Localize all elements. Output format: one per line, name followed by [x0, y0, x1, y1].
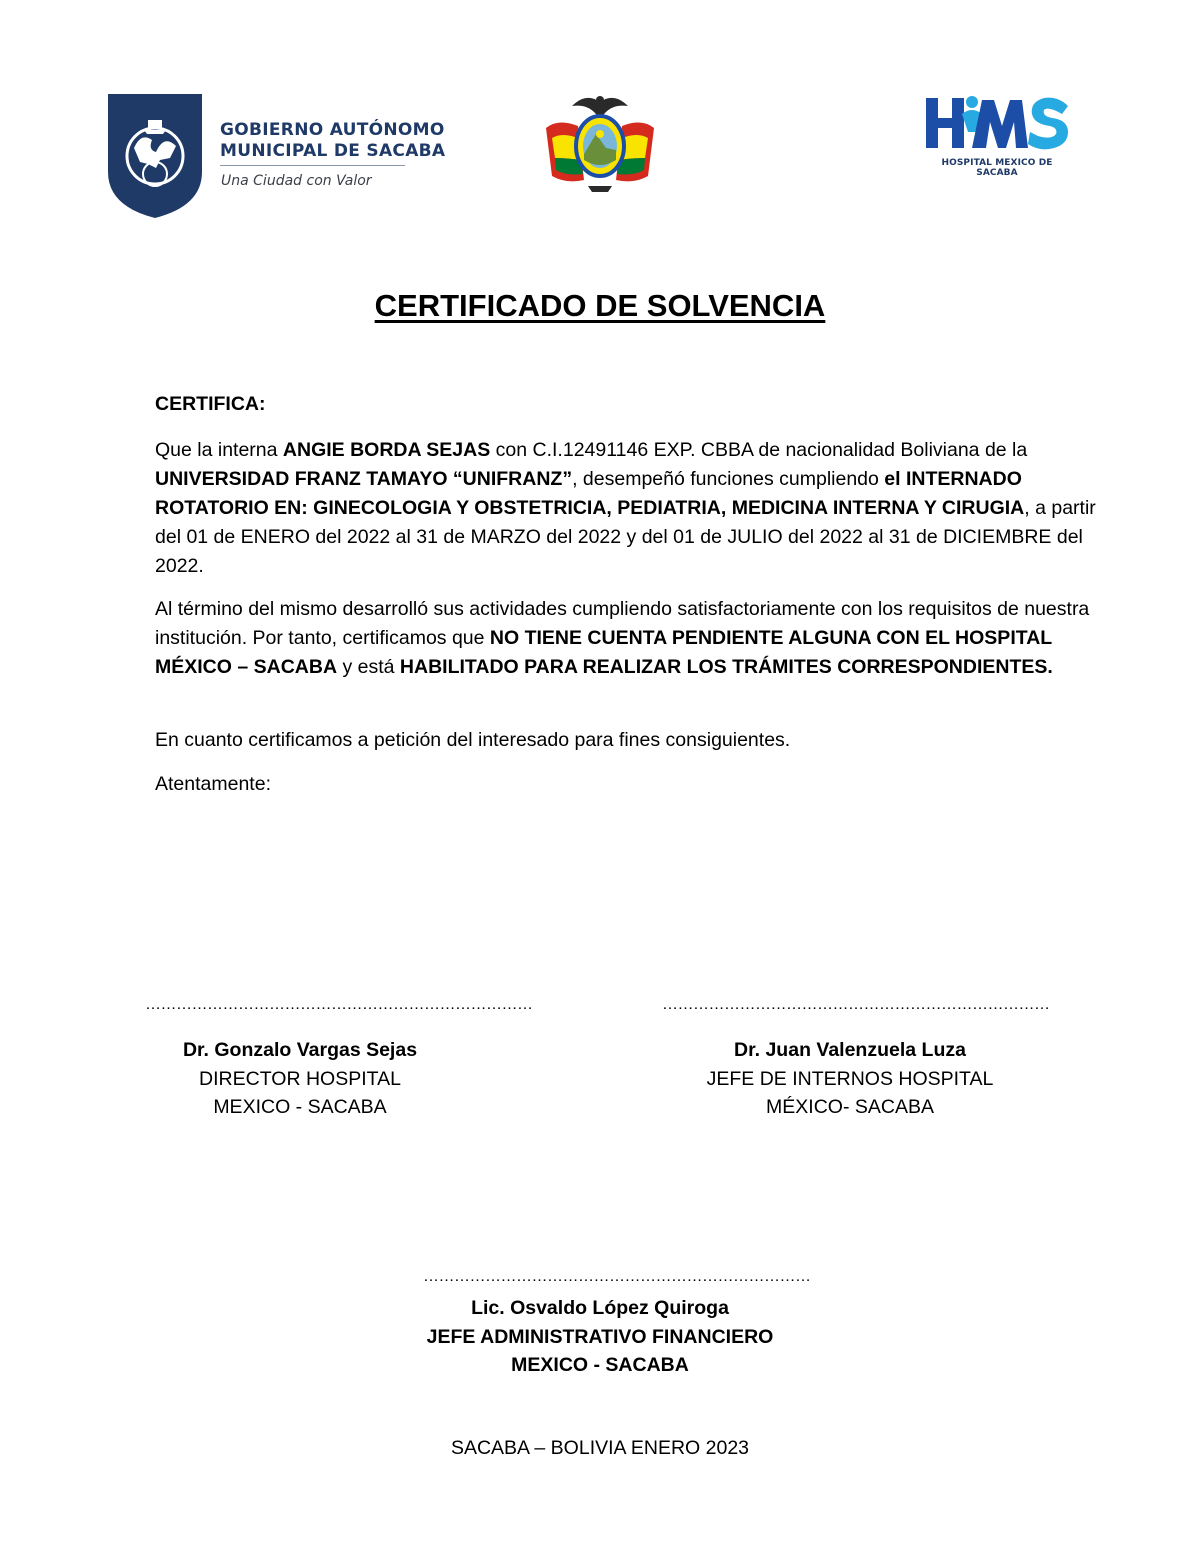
signatory-1-role: DIRECTOR HOSPITAL	[199, 1067, 401, 1090]
signatory-1-name: Dr. Gonzalo Vargas Sejas	[182, 1039, 418, 1061]
intern-name: ANGIE BORDA SEJAS	[282, 439, 491, 461]
signature-block-1	[140, 1036, 460, 1122]
place-date-footer: SACABA – BOLIVIA ENERO 2023	[450, 1437, 750, 1459]
paragraph-1	[155, 436, 1115, 581]
signatory-2-role: JEFE DE INTERNOS HOSPITAL	[706, 1067, 994, 1090]
hospital-mexico-sacaba-logo-icon	[922, 92, 1072, 152]
signature-line-2: …………………………………………………………………	[662, 996, 1050, 1013]
p2-text-1: Al término del mismo desarrolló sus actividades cumpliendo satisfactoriamente con los requisitos de nuestra institución. Por tanto, certificamos que	[155, 598, 1090, 649]
no-debt-statement: NO TIENE CUENTA PENDIENTE ALGUNA CON EL HOSPITAL MÉXICO – SACABA	[155, 627, 1052, 678]
municipal-logo-text	[220, 120, 445, 162]
municipal-shield-logo-icon	[108, 94, 202, 218]
p1-text-1: Que la interna	[155, 439, 283, 461]
p1-text-3: , desempeñó funciones cumpliendo	[572, 468, 885, 490]
signatory-2-location: MÉXICO- SACABA	[766, 1096, 934, 1118]
municipal-logo-line1: GOBIERNO AUTÓNOMO	[220, 120, 445, 140]
university-name: UNIVERSIDAD FRANZ TAMAYO “UNIFRANZ”	[155, 468, 573, 490]
certifica-label: CERTIFICA:	[155, 393, 266, 415]
p1-text-4: , a partir del 01 de ENERO del 2022 al 31 de MARZO del 2022 y del 01 de JULIO del 2022 al 31 de DICIEMBRE del 2022.	[155, 497, 1096, 577]
signature-block-2	[680, 1036, 1020, 1122]
signatory-2-name: Dr. Juan Valenzuela Luza	[734, 1039, 966, 1061]
paragraph-3: En cuanto certificamos a petición del interesado para fines consiguientes.	[155, 729, 791, 751]
enabled-statement: HABILITADO PARA REALIZAR LOS TRÁMITES CORRESPONDIENTES.	[399, 656, 1053, 678]
hospital-logo-caption: HOSPITAL MEXICO DE SACABA	[941, 158, 1053, 178]
p1-text-2: con C.I.12491146 EXP. CBBA de nacionalidad Boliviana de la	[490, 439, 1028, 461]
signature-line-1: …………………………………………………………………	[145, 996, 533, 1013]
signatory-1-location: MEXICO - SACABA	[213, 1096, 387, 1118]
signatory-3-location: MEXICO - SACABA	[511, 1354, 689, 1376]
internship-areas: el INTERNADO ROTATORIO EN: GINECOLOGIA Y OBSTETRICIA, PEDIATRIA, MEDICINA INTERNA Y CIRUGIA	[155, 468, 1025, 519]
paragraph-2	[155, 595, 1115, 682]
closing-text: Atentamente:	[155, 773, 271, 795]
municipal-logo-slogan: Una Ciudad con Valor	[221, 173, 372, 189]
municipal-logo-divider	[220, 165, 405, 166]
signature-line-3: …………………………………………………………………	[423, 1268, 811, 1285]
bolivia-coat-of-arms-icon	[538, 88, 662, 194]
municipal-logo-line2: MUNICIPAL DE SACABA	[220, 141, 446, 161]
signatory-3-role: JEFE ADMINISTRATIVO FINANCIERO	[426, 1325, 774, 1348]
p2-text-2: y está	[337, 656, 400, 678]
signatory-3-name: Lic. Osvaldo López Quiroga	[471, 1297, 729, 1319]
page-title: CERTIFICADO DE SOLVENCIA	[374, 288, 826, 323]
signature-block-3	[400, 1294, 800, 1380]
